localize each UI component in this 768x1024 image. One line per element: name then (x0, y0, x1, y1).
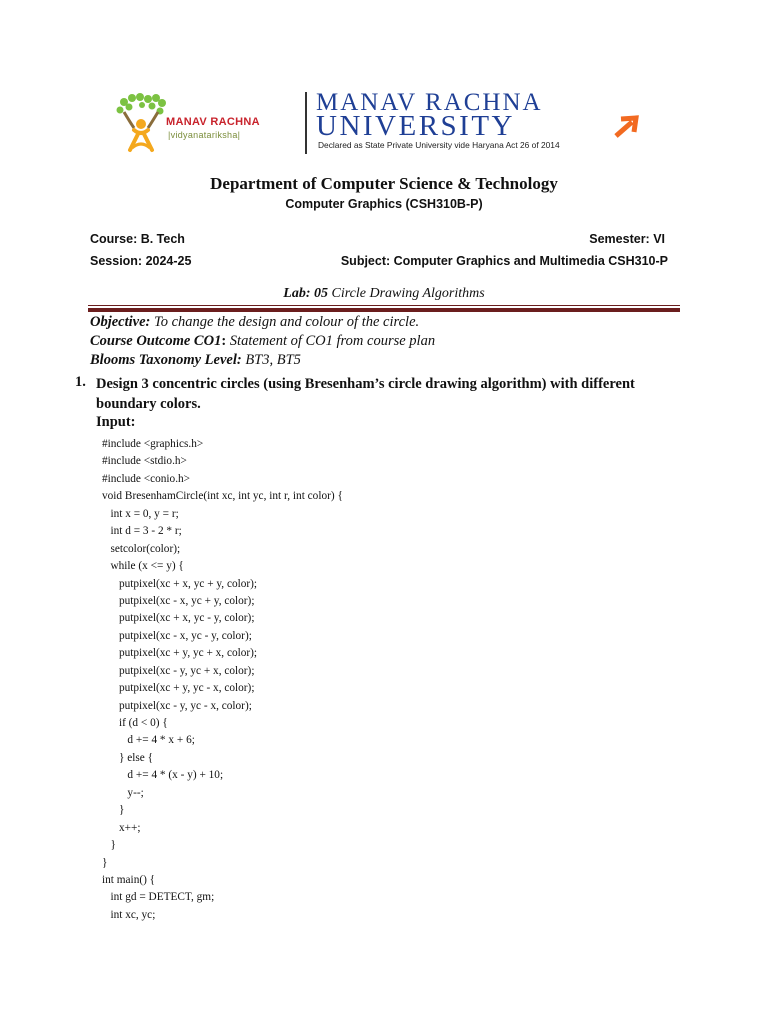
logo-divider (305, 92, 307, 154)
objective (90, 314, 419, 331)
semester-info: Semester: VI (589, 232, 665, 246)
manav-rachna-logo (112, 92, 297, 154)
code-line: putpixel(xc - y, yc + x, color); (102, 664, 255, 677)
code-line: } else { (102, 751, 154, 764)
university-name-line2: UNIVERSITY (316, 110, 515, 142)
course-outcome-colon: : (221, 333, 227, 349)
code-line: int xc, yc; (102, 908, 156, 921)
course-info: Course: B. Tech (90, 232, 185, 246)
code-line: putpixel(xc + x, yc + y, color); (102, 577, 258, 590)
logo-tagline: |vidyanatariksha| (168, 130, 241, 140)
code-line: putpixel(xc + y, yc - x, color); (102, 682, 255, 695)
subject-info: Subject: Computer Graphics and Multimedia CSH310-P (340, 254, 668, 268)
code-line: x++; (102, 821, 141, 834)
session-info: Session: 2024-25 (90, 254, 192, 268)
code-line: } (102, 856, 108, 869)
code-line: #include <conio.h> (102, 472, 191, 485)
tree-person-logo-icon (112, 92, 172, 154)
arrow-up-right-icon (612, 114, 640, 138)
code-line: int main() { (102, 873, 156, 886)
code-line: } (102, 804, 125, 817)
code-block (102, 436, 343, 924)
blooms-label: Blooms Taxonomy Level: (90, 352, 242, 368)
code-line: putpixel(xc - x, yc - y, color); (102, 629, 252, 642)
code-line: putpixel(xc - y, yc - x, color); (102, 699, 252, 712)
lab-name: Circle Drawing Algorithms (327, 286, 485, 301)
question-number: 1. (75, 374, 86, 390)
code-line: int x = 0, y = r; (102, 507, 179, 520)
question-text: Design 3 concentric circles (using Bresenham’s circle drawing algorithm) with different boundary colors. (96, 376, 635, 412)
code-line: putpixel(xc + x, yc - y, color); (102, 612, 255, 625)
code-line: putpixel(xc - x, yc + y, color); (102, 594, 255, 607)
course-outcome-label: Course Outcome CO1 (90, 333, 222, 349)
code-line: y--; (102, 786, 144, 799)
code-line: setcolor(color); (102, 542, 181, 555)
department-title: Department of Computer Science & Technology (210, 174, 558, 193)
course-code-title: Computer Graphics (CSH310B-P) (285, 197, 483, 211)
university-declaration: Declared as State Private University vide Haryana Act 26 of 2014 (318, 140, 560, 150)
code-line: d += 4 * (x - y) + 10; (102, 769, 224, 782)
code-line: int d = 3 - 2 * r; (102, 525, 182, 538)
code-line: int gd = DETECT, gm; (102, 891, 215, 904)
code-line: while (x <= y) { (102, 560, 184, 573)
university-name-line1: MANAV RACHNA (316, 89, 543, 116)
objective-label: Objective: (90, 314, 151, 330)
code-line: #include <graphics.h> (102, 438, 204, 450)
divider-thick (88, 308, 680, 312)
lab-title (0, 286, 768, 302)
logo-brand-name: MANAV RACHNA (166, 116, 260, 128)
code-line: #include <stdio.h> (102, 455, 187, 468)
code-line: d += 4 * x + 6; (102, 734, 195, 747)
code-line: if (d < 0) { (102, 717, 168, 729)
code-line: void BresenhamCircle(int xc, int yc, int r, int color) { (102, 490, 343, 503)
blooms-text: BT3, BT5 (241, 352, 301, 368)
code-line: } (102, 839, 116, 852)
university-logo (316, 90, 656, 156)
course-outcome-text: Statement of CO1 from course plan (226, 333, 436, 349)
lab-number: Lab: 05 (283, 286, 328, 301)
course-outcome (90, 333, 435, 350)
divider-thin (88, 305, 680, 306)
code-line: putpixel(xc + y, yc + x, color); (102, 647, 258, 660)
objective-text: To change the design and colour of the circle. (150, 314, 420, 330)
input-label: Input: (96, 414, 136, 430)
blooms-level (90, 352, 301, 369)
